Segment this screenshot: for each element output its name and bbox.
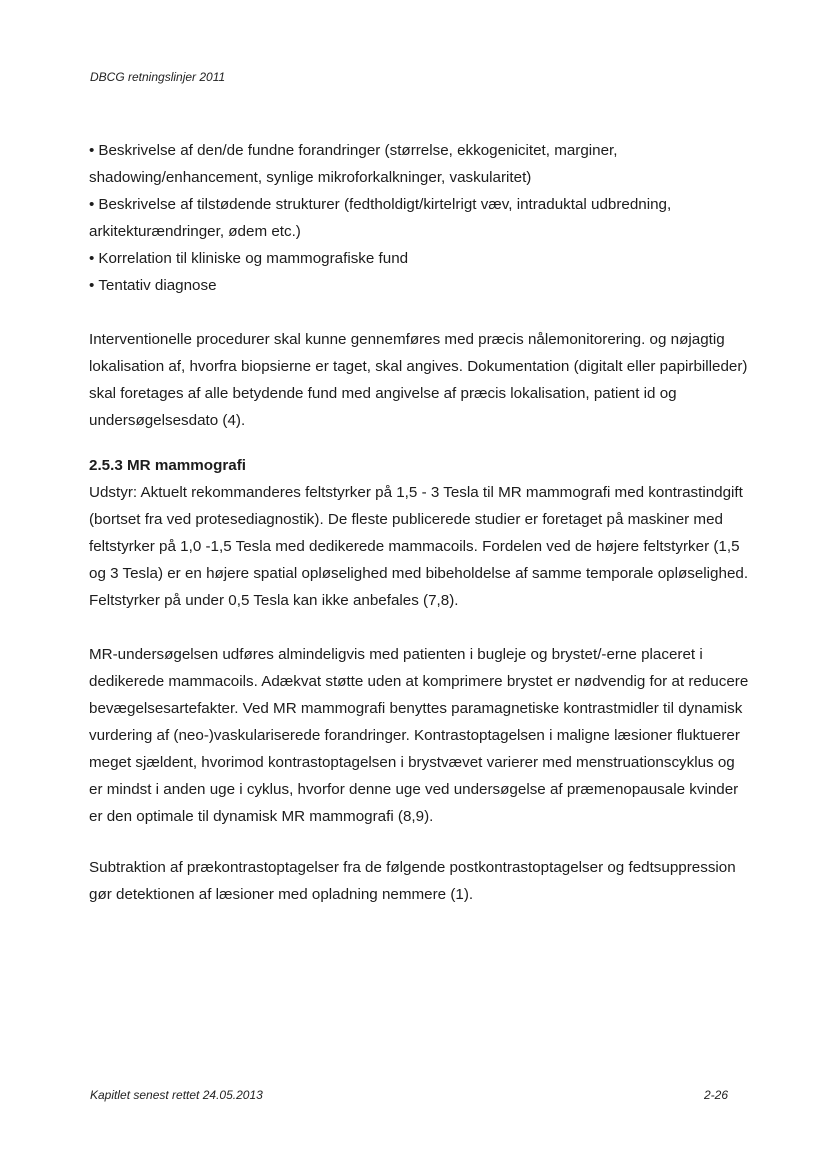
section-heading: 2.5.3 MR mammografi	[89, 457, 246, 474]
bullet-text: Korrelation til kliniske og mammografiske fund	[98, 250, 409, 267]
running-header: DBCG retningslinjer 2011	[90, 70, 226, 84]
bullet-symbol: •	[89, 142, 95, 159]
bullet-text: Beskrivelse af tilstødende strukturer (fedtholdigt/kirtelrigt væv, intraduktal udbredning, arkitekturændringer, ødem etc.)	[89, 196, 672, 240]
bullet-symbol: •	[89, 196, 95, 213]
bullet-text: Tentativ diagnose	[98, 277, 217, 294]
equipment-paragraph: Udstyr: Aktuelt rekommanderes feltstyrker på 1,5 - 3 Tesla til MR mammografi med kontrastindgift (bortset fra ved protesediagnostik). De fleste publicerede studier er foretaget på maskiner med feltstyrker på 1,0 -1,5 Tesla med dedikerede mammacoils. Fordelen ved de højere feltstyrker (1,5 og 3 Tesla) er en højere spatial opløselighed med bibeholdelse af samme temporale opløselighed. Feltstyrker på under 0,5 Tesla kan ikke anbefales (7,8).	[89, 484, 749, 609]
revision-date: Kapitlet senest rettet 24.05.2013	[90, 1088, 263, 1102]
document-body	[89, 137, 749, 908]
list-item	[89, 272, 749, 299]
interventional-paragraph: Interventionelle procedurer skal kunne gennemføres med præcis nålemonitorering. og nøjagtig lokalisation af, hvorfra biopsierne er taget, skal angives. Dokumentation (digitalt eller papirbilleder) skal foretages af alle betydende fund med angivelse af præcis lokalisation, patient id og undersøgelsesdato (4).	[89, 331, 748, 429]
bullet-symbol: •	[89, 250, 95, 267]
bullet-symbol: •	[89, 277, 95, 294]
page-number: 2-26	[703, 1088, 728, 1102]
list-item	[89, 245, 749, 272]
list-item	[89, 137, 749, 191]
list-item	[89, 191, 749, 245]
bullet-list	[89, 137, 749, 299]
bullet-text: Beskrivelse af den/de fundne forandringer (størrelse, ekkogenicitet, marginer, shadowing/enhancement, synlige mikroforkalkninger, vaskularitet)	[89, 142, 618, 186]
procedure-paragraph: MR-undersøgelsen udføres almindeligvis med patienten i bugleje og brystet/-erne placeret i dedikerede mammacoils. Adækvat støtte uden at komprimere brystet er nødvendig for at reducere bevægelsesartefakter. Ved MR mammografi benyttes paramagnetiske kontrastmidler til dynamisk vurdering af (neo-)vaskulariserede forandringer. Kontrastoptagelsen i maligne læsioner fluktuerer meget sjældent, hvorimod kontrastoptagelsen i brystvævet varierer med menstruationscyklus og er mindst i anden uge i cyklus, hvorfor denne uge ved undersøgelse af præmenopausale kvinder er den optimale til dynamisk MR mammografi (8,9).	[89, 646, 749, 825]
subtraction-paragraph: Subtraktion af prækontrastoptagelser fra de følgende postkontrastoptagelser og fedtsuppression gør detektionen af læsioner med opladning nemmere (1).	[89, 859, 736, 903]
